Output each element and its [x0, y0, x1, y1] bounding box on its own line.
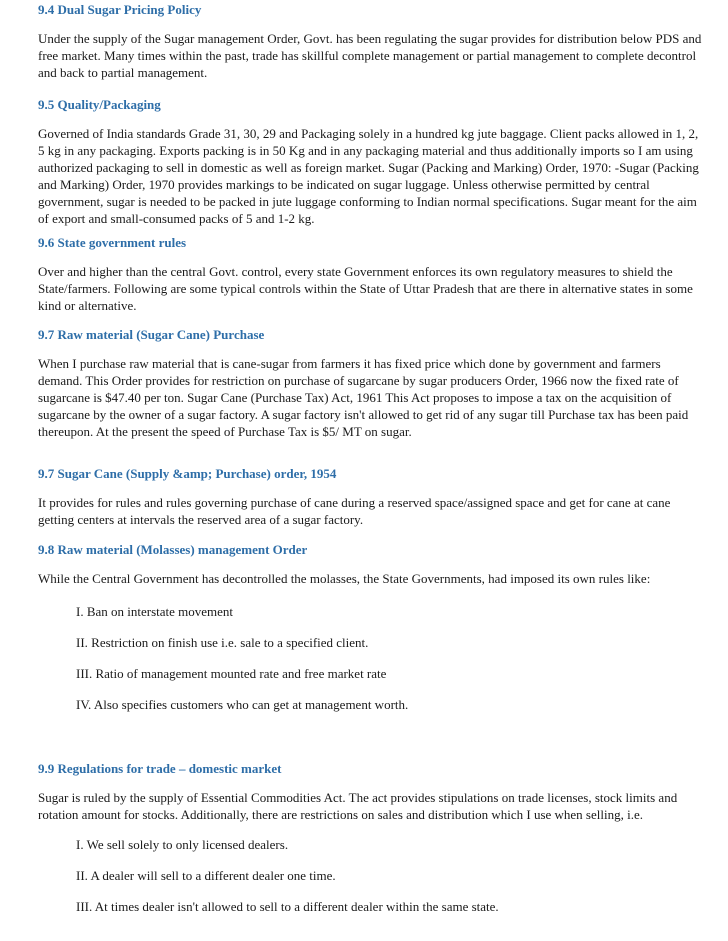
list-item: I. We sell solely to only licensed dealers.	[76, 837, 289, 852]
section-paragraph-9-9: Sugar is ruled by the supply of Essential Commodities Act. The act provides stipulations on trade licenses, stock limits and rotation amount for stocks. Additionally, there are restrictions on sales and distribution which I use when selling, i.e.	[38, 790, 678, 822]
list-item: III. Ratio of management mounted rate and free market rate	[76, 666, 387, 681]
section-heading-9-5: 9.5 Quality/Packaging	[38, 97, 161, 112]
list-item: II. A dealer will sell to a different dealer one time.	[76, 868, 336, 883]
section-heading-9-4: 9.4 Dual Sugar Pricing Policy	[38, 2, 202, 17]
list-item: I. Ban on interstate movement	[76, 604, 234, 619]
section-paragraph-9-4: Under the supply of the Sugar management Order, Govt. has been regulating the sugar provides for distribution below PDS and free market. Many times within the past, trade has skillful complete management or partial management to complete decontrol and back to partial management.	[38, 31, 702, 80]
section-heading-9-7-purchase: 9.7 Raw material (Sugar Cane) Purchase	[38, 327, 265, 342]
section-paragraph-9-7-purchase: When I purchase raw material that is cane-sugar from farmers it has fixed price which done by government and farmers demand. This Order provides for restriction on purchase of sugarcane by sugar producers Order, 1966 now the fixed rate of sugarcane is $47.40 per ton. Sugar Cane (Purchase Tax) Act, 1961 This Act proposes to impose a tax on the acquisition of sugarcane by the owner of a sugar factory. A sugar factory isn't allowed to get rid of any sugar till Purchase tax has been paid thereupon. At the present the speed of Purchase Tax is $5/ MT on sugar.	[38, 356, 689, 439]
list-item: III. At times dealer isn't allowed to sell to a different dealer within the same state.	[76, 899, 499, 914]
section-heading-9-6: 9.6 State government rules	[38, 235, 187, 250]
section-heading-9-8: 9.8 Raw material (Molasses) management Order	[38, 542, 308, 557]
section-heading-9-9: 9.9 Regulations for trade – domestic market	[38, 761, 282, 776]
section-paragraph-9-6: Over and higher than the central Govt. control, every state Government enforces its own regulatory measures to shield the State/farmers. Following are some typical controls within the State of Uttar Pradesh that are there in alternative states in some kind or alternative.	[38, 264, 693, 313]
list-item: IV. Also specifies customers who can get at management worth.	[76, 697, 409, 712]
section-paragraph-9-5: Governed of India standards Grade 31, 30, 29 and Packaging solely in a hundred kg jute baggage. Client packs allowed in 1, 2, 5 kg in any packaging. Exports packing is in 50 Kg and in any packaging material and thus additionally imports so I am using authorized packaging to sell in domestic as well as foreign market. Sugar (Packing and Marking) Order, 1970: -Sugar (Packing and Marking) Order, 1970 provides markings to be indicated on sugar luggage. Unless otherwise permitted by central government, sugar is needed to be packed in jute luggage conforming to Indian normal specifications. Sugar meant for the aim of export and small-consumed packs of 5 and 1-2 kg.	[38, 126, 699, 226]
section-paragraph-9-8: While the Central Government has decontrolled the molasses, the State Governments, had imposed its own rules like:	[38, 571, 651, 586]
section-paragraph-9-7-supply: It provides for rules and rules governing purchase of cane during a reserved space/assigned space and get for cane at cane getting centers at intervals the reserved area of a sugar factory.	[38, 495, 671, 527]
section-heading-9-7-supply: 9.7 Sugar Cane (Supply &amp; Purchase) order, 1954	[38, 466, 337, 481]
list-item: II. Restriction on finish use i.e. sale to a specified client.	[76, 635, 369, 650]
